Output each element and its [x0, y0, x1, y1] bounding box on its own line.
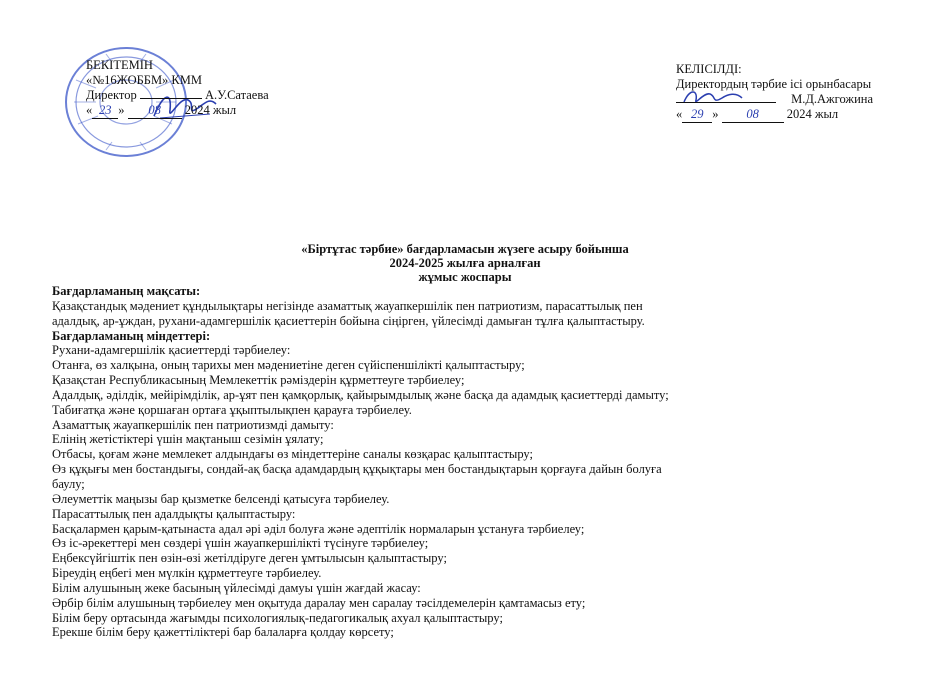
approve-org: «№16ЖОББМ» КММ — [86, 73, 203, 87]
agree-date-quote-open: « — [676, 107, 683, 121]
body-line: Ерекше білім беру қажеттіліктері бар балаларға қолдау көрсету; — [52, 625, 394, 640]
agree-date-day: 29 — [682, 107, 712, 123]
body-line: адалдық, ар-ұждан, рухани-адамгершілік қасиеттерін бойына сіңірген, үйлесімді дамыған тұлға қалыптастыру. — [52, 313, 645, 328]
agree-name: М.Д.Ажгожина — [791, 92, 873, 106]
body-line: Еңбексүйгіштік пен өзін-өзі жетілдіруге деген ұмтылысын қалыптастыру; — [52, 551, 447, 566]
body-line: Қазақстан Республикасының Мемлекеттік рәміздерін құрметтеуге тәрбиелеу; — [52, 373, 465, 388]
title-line-1: «Біртұтас тәрбие» бағдарламасын жүзеге асыру бойынша — [301, 242, 629, 256]
title-line-2: 2024-2025 жылға арналған — [389, 256, 541, 270]
agreed-block — [676, 62, 873, 123]
body-line: Табиғатқа және қоршаған ортаға ұқыптылықпен қарауға тәрбиелеу. — [52, 402, 412, 417]
agree-date-month: 08 — [722, 107, 784, 123]
body-line: Өз іс-әрекеттері мен сөздері үшін жауапкершілікті түсінуге тәрбиелеу; — [52, 536, 429, 551]
body-line: Бағдарламаның міндеттері: — [52, 328, 211, 343]
agree-title: КЕЛІСІЛДІ: — [676, 62, 742, 76]
approve-date-month: 08 — [128, 103, 182, 119]
body-line: Басқалармен қарым-қатынаста адал әрі әділ болуға және әдептілік нормаларын ұстануға тәрбиелеу; — [52, 521, 585, 536]
approve-date-quote-close: » — [118, 103, 125, 117]
body-line: Елінің жетістіктері үшін мақтаныш сезімін ұялату; — [52, 432, 324, 447]
body-line: Әлеуметтік маңызы бар қызметке белсенді қатысуға тәрбиелеу. — [52, 491, 390, 506]
body-line: Әрбір білім алушының тәрбиелеу мен оқытуда даралау мен саралау тәсілдемелерін қамтамасыз ету; — [52, 595, 586, 610]
agree-name-line — [676, 92, 873, 107]
approve-director-label: Директор — [86, 88, 137, 102]
body-line: Өз құқығы мен бостандығы, сондай-ақ басқа адамдардың құқықтары мен бостандықтарын қорғауға дайын болуға — [52, 462, 662, 477]
body-line: Отбасы, қоғам және мемлекет алдындағы өз міндеттеріне саналы көзқарас қалыптастыру; — [52, 447, 533, 462]
agree-position: Директордың тәрбие ісі орынбасары — [676, 77, 872, 91]
body-line: Білім алушының жеке басының үйлесімді дамуы үшін жағдай жасау: — [52, 580, 421, 595]
agree-date-year: 2024 жыл — [786, 107, 839, 121]
body-line: Адалдық, әділдік, мейірімділік, ар-ұят пен қамқорлық, қайырымдылық және басқа да адамдық қасиеттерді дамыту; — [52, 387, 669, 402]
title-line-3: жұмыс жоспары — [418, 270, 512, 284]
body-line: Қазақстандық мәдениет құндылықтары негізінде азаматтық жауапкершілік пен патриотизм, парасаттылық пен — [52, 298, 643, 313]
approve-date-day: 23 — [92, 103, 118, 119]
body-line: Азаматтық жауапкершілік пен патриотизмді дамыту: — [52, 417, 334, 432]
approve-director-line — [86, 88, 269, 103]
approve-date-line — [86, 103, 269, 119]
body-line: Отанға, өз халқына, оның тарихы мен мәдениетіне деген сүйіспеншілікті қалыптастыру; — [52, 358, 525, 373]
body-line: баулу; — [52, 476, 85, 491]
agree-date-quote-close: » — [712, 107, 719, 121]
approval-block — [86, 58, 269, 119]
body-line: Біреудің еңбегі мен мүлкін құрметтеуге тәрбиелеу. — [52, 566, 322, 581]
approve-date-year: 2024 жыл — [184, 103, 237, 117]
body-line: Парасаттылық пен адалдықты қалыптастыру: — [52, 506, 296, 521]
body-line: Бағдарламаның мақсаты: — [52, 284, 201, 298]
approve-date-quote-open: « — [86, 103, 93, 117]
body-line: Білім беру ортасында жағымды психологиялық-педагогикалық ахуал қалыптастыру; — [52, 610, 503, 625]
approve-director-name: А.У.Сатаева — [204, 88, 269, 102]
document-body — [52, 284, 669, 640]
body-line: Рухани-адамгершілік қасиеттерді тәрбиелеу: — [52, 343, 291, 358]
document-title — [0, 242, 930, 284]
agree-date-line — [676, 107, 873, 123]
approve-title: БЕКІТЕМІН — [86, 58, 153, 72]
